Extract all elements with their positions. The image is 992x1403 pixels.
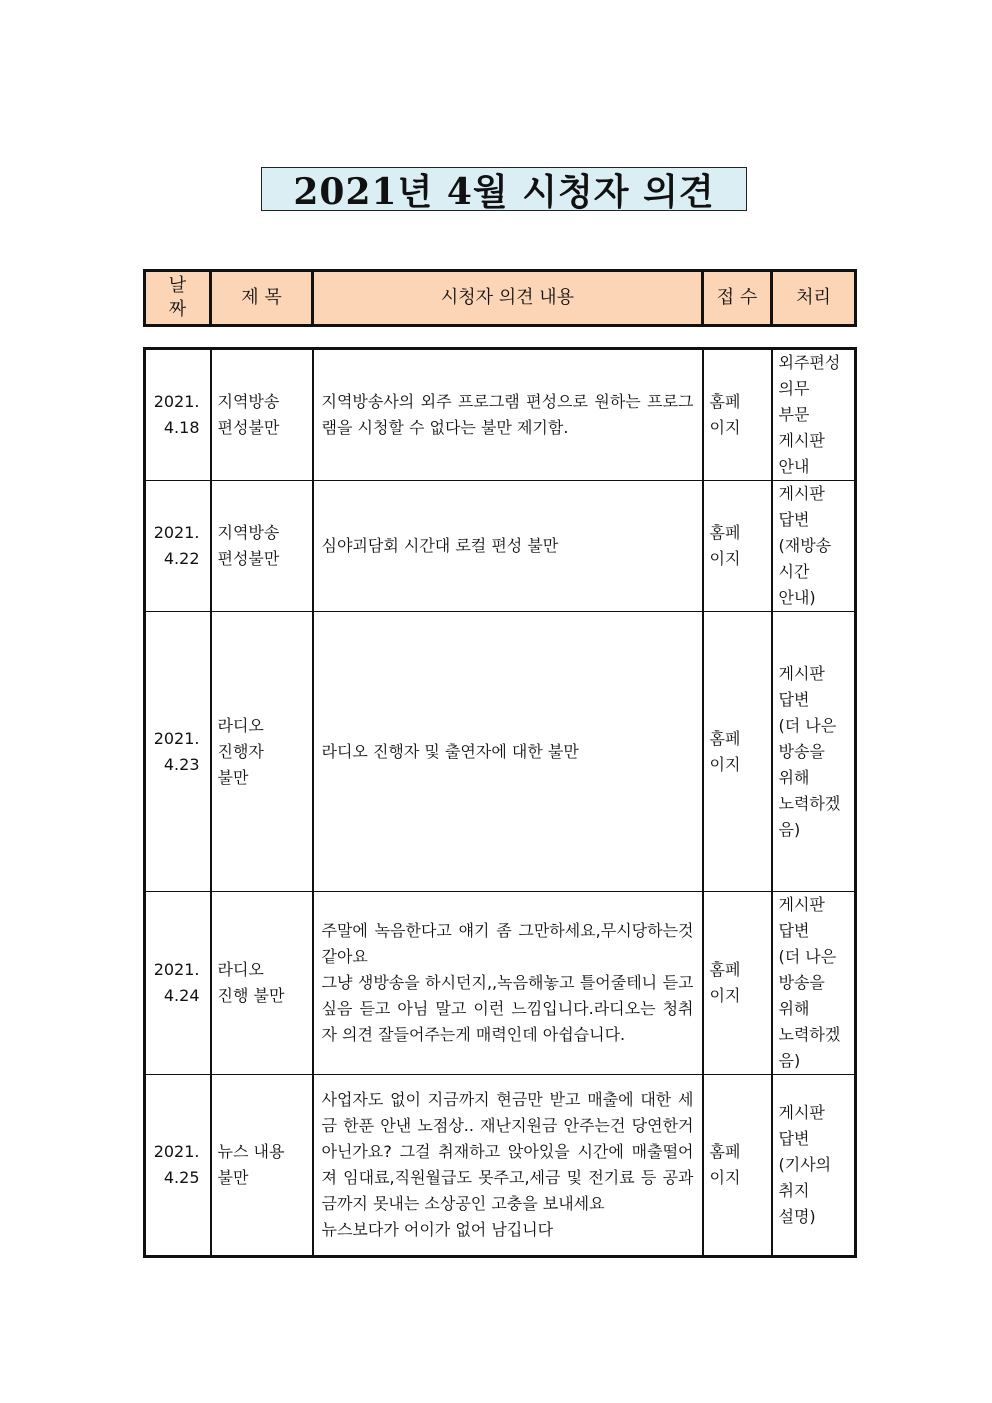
result-line: 의무: [778, 379, 810, 398]
date-line: 4.22: [163, 549, 200, 568]
subject-cell: [211, 1075, 313, 1257]
result-line: 설명): [778, 1207, 816, 1226]
content-cell: [313, 612, 703, 892]
content-paragraph: 주말에 녹음한다고 얘기 좀 그만하세요,무시당하는것 같아요: [321, 921, 694, 966]
table-row: [145, 612, 856, 892]
date-cell: [145, 481, 211, 612]
channel-cell: [703, 349, 772, 481]
result-line: 부문: [778, 405, 810, 424]
header-content: 시청자 의견 내용: [313, 271, 703, 326]
content-cell: [313, 349, 703, 481]
header-date: [145, 271, 211, 326]
subject-cell: [211, 349, 313, 481]
channel-line: 홈페: [709, 523, 741, 542]
date-line: 4.18: [163, 418, 200, 437]
result-line: 게시판: [778, 431, 825, 450]
result-line: 답변: [778, 921, 810, 940]
content-paragraph: 뉴스보다가 어이가 없어 남깁니다: [321, 1220, 554, 1239]
header-channel: 접 수: [703, 271, 772, 326]
subject-line: 편성불만: [217, 418, 280, 437]
opinions-table: [143, 347, 857, 1258]
content-paragraph: 심야괴담회 시간대 로컬 편성 불만: [321, 536, 559, 555]
date-line: 2021.: [153, 523, 200, 542]
result-line: 위해: [778, 999, 810, 1018]
subject-line: 라디오: [217, 715, 264, 735]
table-row: [145, 1075, 856, 1257]
result-line: 게시판: [778, 484, 825, 503]
subject-line: 불만: [217, 767, 249, 787]
subject-line: 불만: [217, 1168, 249, 1187]
result-line: 방송을: [778, 741, 825, 761]
result-line: 안내): [778, 588, 816, 607]
channel-line: 이지: [709, 549, 741, 568]
content-paragraph: 라디오 진행자 및 출연자에 대한 불만: [321, 741, 579, 761]
date-cell: [145, 1075, 211, 1257]
result-line: 게시판: [778, 1103, 825, 1122]
result-line: 취지: [778, 1181, 810, 1200]
date-line: 4.25: [163, 1168, 200, 1187]
result-line: 시간: [778, 562, 810, 581]
header-date-char: 짜: [168, 299, 187, 320]
table-row: [145, 892, 856, 1075]
date-line: 2021.: [153, 1142, 200, 1161]
subject-cell: [211, 892, 313, 1075]
header-result: 처리: [772, 271, 856, 326]
result-line: (더 나은: [778, 715, 837, 735]
subject-line: 지역방송: [217, 523, 280, 542]
date-line: 2021.: [153, 392, 200, 411]
channel-line: 이지: [709, 986, 741, 1005]
channel-line: 이지: [709, 1168, 741, 1187]
result-cell: [772, 349, 856, 481]
date-cell: [145, 349, 211, 481]
result-line: 노력하겠: [778, 1025, 841, 1044]
channel-line: 이지: [709, 418, 741, 437]
subject-line: 진행 불만: [217, 986, 285, 1005]
channel-cell: [703, 1075, 772, 1257]
table-row: [145, 349, 856, 481]
result-cell: [772, 481, 856, 612]
date-cell: [145, 612, 211, 892]
content-cell: [313, 481, 703, 612]
header-subject: 제 목: [211, 271, 313, 326]
channel-cell: [703, 892, 772, 1075]
result-line: (재방송: [778, 536, 832, 555]
result-cell: [772, 1075, 856, 1257]
page-title-box: [261, 167, 747, 211]
result-line: 방송을: [778, 973, 825, 992]
table-row: [145, 481, 856, 612]
result-line: 위해: [778, 767, 810, 787]
channel-line: 홈페: [709, 392, 741, 411]
date-cell: [145, 892, 211, 1075]
result-line: 음): [778, 1051, 801, 1070]
content-paragraph: 사업자도 없이 지금까지 현금만 받고 매출에 대한 세금 한푼 안낸 노점상.. 재난지원금 안주는건 당연한거 아닌가요? 그걸 취재하고 앉아있을 시간에 매출떨어져 임대료,직원월급도 못주고,세금 및 전기료 등 공과금까지 못내는 소상공인 고충을 보내세요: [321, 1090, 694, 1213]
channel-cell: [703, 612, 772, 892]
channel-line: 이지: [709, 754, 741, 774]
date-line: 2021.: [153, 728, 200, 748]
channel-line: 홈페: [709, 1142, 741, 1161]
channel-line: 홈페: [709, 728, 741, 748]
subject-cell: [211, 481, 313, 612]
result-line: (더 나은: [778, 947, 837, 966]
result-line: 안내: [778, 457, 810, 476]
content-cell: [313, 1075, 703, 1257]
content-paragraph: 지역방송사의 외주 프로그램 편성으로 원하는 프로그램을 시청할 수 없다는 불만 제기함.: [321, 392, 694, 437]
subject-cell: [211, 612, 313, 892]
result-line: 게시판: [778, 895, 825, 914]
subject-line: 지역방송: [217, 392, 280, 411]
result-line: (기사의: [778, 1155, 832, 1174]
subject-line: 라디오: [217, 960, 264, 979]
result-line: 답변: [778, 1129, 810, 1148]
header-row: [145, 271, 856, 326]
result-line: 답변: [778, 689, 810, 709]
result-line: 외주편성: [778, 353, 841, 372]
subject-line: 편성불만: [217, 549, 280, 568]
date-line: 4.24: [163, 986, 200, 1005]
result-cell: [772, 612, 856, 892]
subject-line: 뉴스 내용: [217, 1142, 285, 1161]
content-cell: [313, 892, 703, 1075]
date-line: 2021.: [153, 960, 200, 979]
page-title: 2021년 4월 시청자 의견: [293, 170, 715, 213]
result-cell: [772, 892, 856, 1075]
result-line: 음): [778, 819, 801, 839]
channel-line: 홈페: [709, 960, 741, 979]
content-paragraph: 그냥 생방송을 하시던지,,녹음해놓고 틀어줄테니 듣고 싶음 듣고 아님 말고 이런 느낌입니다.라디오는 청취자 의견 잘들어주는게 매력인데 아쉽습니다.: [321, 973, 694, 1044]
header-table: [143, 269, 857, 327]
channel-cell: [703, 481, 772, 612]
result-line: 답변: [778, 510, 810, 529]
subject-line: 진행자: [217, 741, 264, 761]
header-date-char: 날: [168, 275, 187, 296]
result-line: 노력하겠: [778, 793, 841, 813]
date-line: 4.23: [163, 754, 200, 774]
result-line: 게시판: [778, 663, 825, 683]
